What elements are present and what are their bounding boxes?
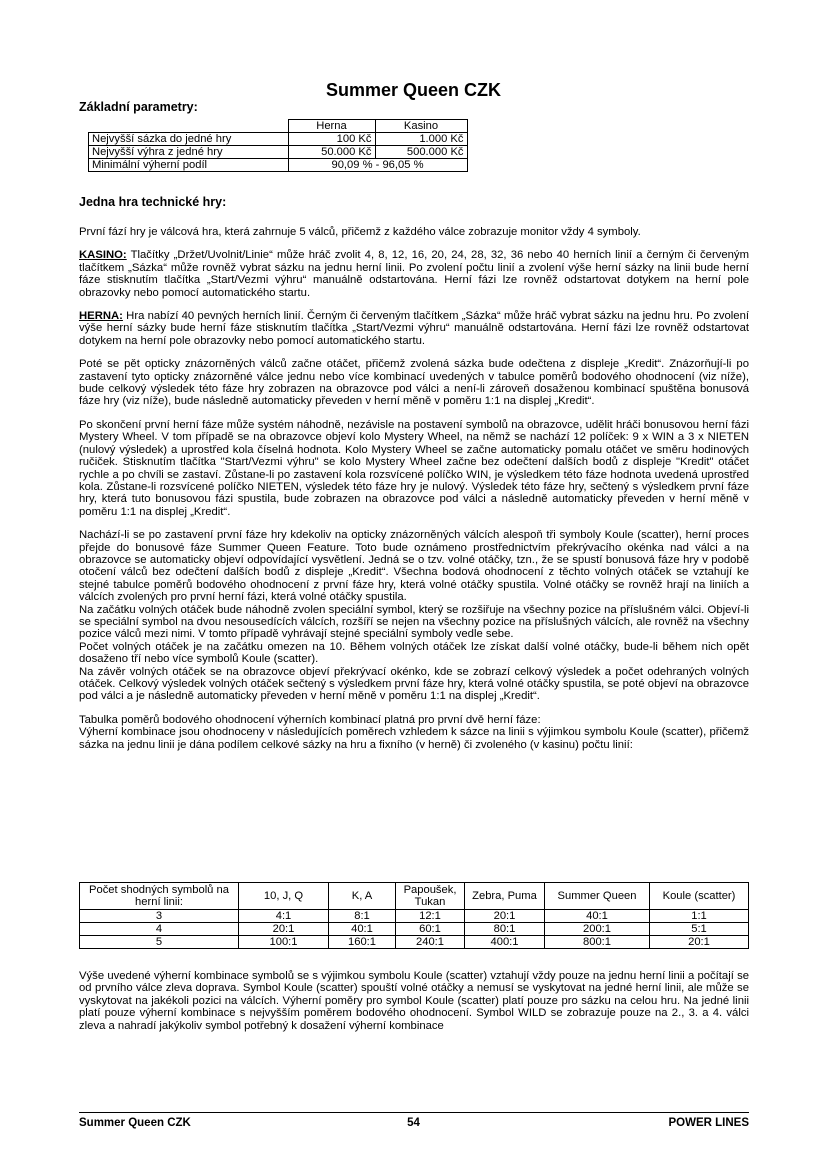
paytable-header-row [80,883,749,910]
kasino-text: Tlačítky „Držet/Uvolnit/Linie“ může hráč zvolit 4, 8, 12, 16, 20, 24, 28, 32, 36 nebo 40 herních linií a černým či červeným tlačítkem „Sázka“ může rovněž vybrat sázku na jednu herní linii. Po zvolení počtu linií a zvolení výše herní sázky na linii bude herní fáze stisknutím tlačítka „Start/Vezmi výhru“ manuálně odstartována. Herní fázi lze rovněž odstartovat dotykem na herní pole obrazovky nebo pomocí automatického startu. [79,249,749,299]
body-section-rules [79,226,749,751]
paragraph-kasino [79,249,749,299]
paytable-cell: 40:1 [329,923,396,936]
params-header-row [89,120,468,133]
paragraph-free-spins: Nachází-li se po zastavení první fáze hry kdekoliv na opticky znázorněných válcích alespoň tři symboly Koule (scatter), herní proces přejde do bonusové fáze Summer Queen Feature. Toto bude oznámeno prostřednictvím překrývacího okénka nad válci a na obrazovce se automaticky objeví odpovídající vysvětlení. Jedná se o tzv. volné otáčky, tzn., že se spustí bonusová fáze hry v podobě otočení válců bez odečtení dalších bodů z displeje „Kredit“. Všechna bodová ohodnocení z těchto volných otáček se vztahují ke stejné tabulce poměrů bodového ohodnocení z první fáze hry, která volné otáčky spustila. Volné otáčky se rovněž hrají na liniích a válcích zvolených pro první herní fázi, která volné otáčky spustila. [79,529,749,604]
paragraph-paytable-title: Tabulka poměrů bodového ohodnocení výherních kombinací platná pro první dvě herní fáze: [79,713,541,726]
paytable [79,882,749,949]
kasino-label: KASINO: [79,249,127,262]
paytable-cell: 1:1 [650,910,749,923]
paytable-cell: 100:1 [239,936,329,949]
params-rtp-label: Minimální výherní podíl [89,159,289,172]
paytable-row [80,923,749,936]
footer-page-number: 54 [407,1117,420,1129]
paytable-cell: 20:1 [650,936,749,949]
paytable-header: Summer Queen [545,883,650,910]
paytable-header: Zebra, Puma [465,883,545,910]
paytable-cell: 5:1 [650,923,749,936]
params-row-kasino: 1.000 Kč [375,133,467,146]
footer-left: Summer Queen CZK [79,1117,191,1129]
params-rtp-value: 90,09 % - 96,05 % [288,159,467,172]
free-spins-section [79,529,749,703]
params-row [89,146,468,159]
params-col-kasino: Kasino [375,120,467,133]
paytable-header: K, A [329,883,396,910]
paytable-cell: 40:1 [545,910,650,923]
params-row-herna: 100 Kč [288,133,375,146]
page-title: Summer Queen CZK [325,80,502,100]
paytable-cell: 4:1 [239,910,329,923]
params-row [89,133,468,146]
paytable-header: 10, J, Q [239,883,329,910]
paytable-cell: 8:1 [329,910,396,923]
paragraph-free-spins: Počet volných otáček je na začátku omezen na 10. Během volných otáček lze získat další volné otáčky, bude-li během nich opět dosaženo tří nebo více symbolů Koule (scatter). [79,640,749,666]
paytable-cell: 200:1 [545,923,650,936]
paragraph-free-spins: Na začátku volných otáček bude náhodně zvolen speciální symbol, který se rozšiřuje na všechny pozice na příslušném válci. Objeví-li se speciální symbol na dvou nesousedících válcích, rozšíří se nejen na všechny pozice na příslušných válcích, ale rovněž na všechny pozice válců mezi nimi. V tomto případě vyhrávají stejné speciální symboly vedle sebe. [79,603,749,641]
paytable-cell: 20:1 [465,910,545,923]
params-row-label: Nejvyšší sázka do jedné hry [89,133,289,146]
paragraph-final: Výše uvedené výherní kombinace symbolů se s výjimkou symbolu Koule (scatter) vztahují vždy pouze na jednu herní linii a počítají se od prvního válce zleva doprava. Symbol Koule (scatter) spouští volné otáčky a nemusí se vyskytovat na jedné herní linii, ale může se vyskytovat na jakékoli pozici na válcích. Výherní poměry pro symbol Koule (scatter) platí pouze pro sázku na celou hru. Na jedné linii platí pouze výherní kombinace s nejvyšším poměrem bodového ohodnocení. Symbol WILD se zobrazuje pouze na 2., 3. a 4. válci zleva a nahradí jakýkoliv symbol potřebný k dosažení výherní kombinace [79,970,749,1032]
paragraph-paytable-desc: Výherní kombinace jsou ohodnoceny v následujících poměrech vzhledem k sázce na linii s výjimkou symbolu Koule (scatter), přičemž sázka na jednu linii je dána podílem celkové sázky na hru a fixního (v herně) či zvoleného (v kasinu) počtu linií: [79,726,749,751]
params-row-label: Nejvyšší výhra z jedné hry [89,146,289,159]
paytable-header: Počet shodných symbolů na herní linii: [80,883,239,910]
footer-right: POWER LINES [668,1117,749,1129]
params-row-herna: 50.000 Kč [288,146,375,159]
paytable-cell: 20:1 [239,923,329,936]
paragraph-reels: Poté se pět opticky znázorněných válců začne otáčet, přičemž zvolená sázka bude odečtena z displeje „Kredit“. Znázorňují-li po zastavení tyto opticky znázorněné válce jednu nebo více kombinací uvedených v tabulce poměrů bodového ohodnocení (viz níže), bude celkový výsledek této fáze hry zobrazen na obrazovce pod válci a není-li zároveň dosaženou kombinací spuštěna bonusová fáze hry (viz níže), bude následně automaticky převeden v herní měně v poměru 1:1 na displej „Kredit“. [79,358,749,408]
paytable-header: Koule (scatter) [650,883,749,910]
params-row-kasino: 500.000 Kč [375,146,467,159]
params-empty-cell [89,120,289,133]
paytable-row [80,910,749,923]
footer-divider [79,1112,749,1113]
params-col-herna: Herna [288,120,375,133]
paytable-cell: 12:1 [396,910,465,923]
paytable-cell: 400:1 [465,936,545,949]
paytable-header: Papoušek, Tukan [396,883,465,910]
herna-text: Hra nabízí 40 pevných herních linií. Černým či červeným tlačítkem „Sázka“ může hráč vybrat sázku na jednu hru. Po zvolení výše herní sázky bude herní fáze stisknutím tlačítka „Start/Vezmi výhru“ manuálně odstartována. Herní fázi lze rovněž odstartovat dotykem na herní pole obrazovky nebo pomocí automatického startu. [79,310,749,347]
params-heading: Základní parametry: [79,100,198,114]
paytable-cell: 800:1 [545,936,650,949]
paytable-cell: 5 [80,936,239,949]
paragraph-herna [79,310,749,347]
paragraph-intro: První fází hry je válcová hra, která zahrnuje 5 válců, přičemž z každého válce zobrazuje monitor vždy 4 symboly. [79,226,641,238]
paytable-cell: 4 [80,923,239,936]
paytable-intro [79,714,749,751]
paytable-cell: 160:1 [329,936,396,949]
paragraph-mystery-wheel: Po skončení první herní fáze může systém náhodně, nezávisle na postavení symbolů na obrazovce, udělit hráči bonusovou herní fázi Mystery Wheel. V tom případě se na obrazovce objeví kolo Mystery Wheel, na němž se nachází 12 políček: 9 x WIN a 3 x NIETEN (nulový výsledek) a uprostřed kola číselná hodnota. Kolo Mystery Wheel se začne automaticky pomalu otáčet ve směru hodinových ručiček. Stisknutím tlačítka "Start/Vezmi výhru" se kolo Mystery Wheel začne bez odečtení dalších bodů z displeje "Kredit" otáčet rychle a po chvíli se zastaví. Zůstane-li po zastavení kola rozsvícené políčko WIN, je výsledkem této fáze hodnota uvedená uprostřed kola. Zůstane-li rozsvícené políčko NIETEN, výsledek této fáze hry je nulový. Výsledek této fáze hry, sečtený s výsledkem první fáze hry, která tuto bonusovou fázi spustila, bude zobrazen na obrazovce pod válci a následně automaticky převeden v herní měně v poměru 1:1 na displej „Kredit“. [79,418,749,518]
paytable-cell: 80:1 [465,923,545,936]
params-rtp-row [89,159,468,172]
paragraph-free-spins: Na závěr volných otáček se na obrazovce objeví překrývací okénko, kde se zobrazí celkový výsledek a počet odehraných volných otáček. Celkový výsledek volných otáček sečtený s výsledkem první fáze hry, která volné otáčky spustila, se poté objeví na obrazovce pod válci a je následně automaticky převeden v herní měně v poměru 1:1 na displej „Kredit“. [79,665,749,703]
paytable-cell: 240:1 [396,936,465,949]
paytable-row [80,936,749,949]
tech-heading: Jedna hra technické hry: [79,195,227,209]
herna-label: HERNA: [79,310,123,323]
paytable-cell: 60:1 [396,923,465,936]
params-table [88,119,468,172]
paytable-cell: 3 [80,910,239,923]
body-section-final [79,970,749,1043]
